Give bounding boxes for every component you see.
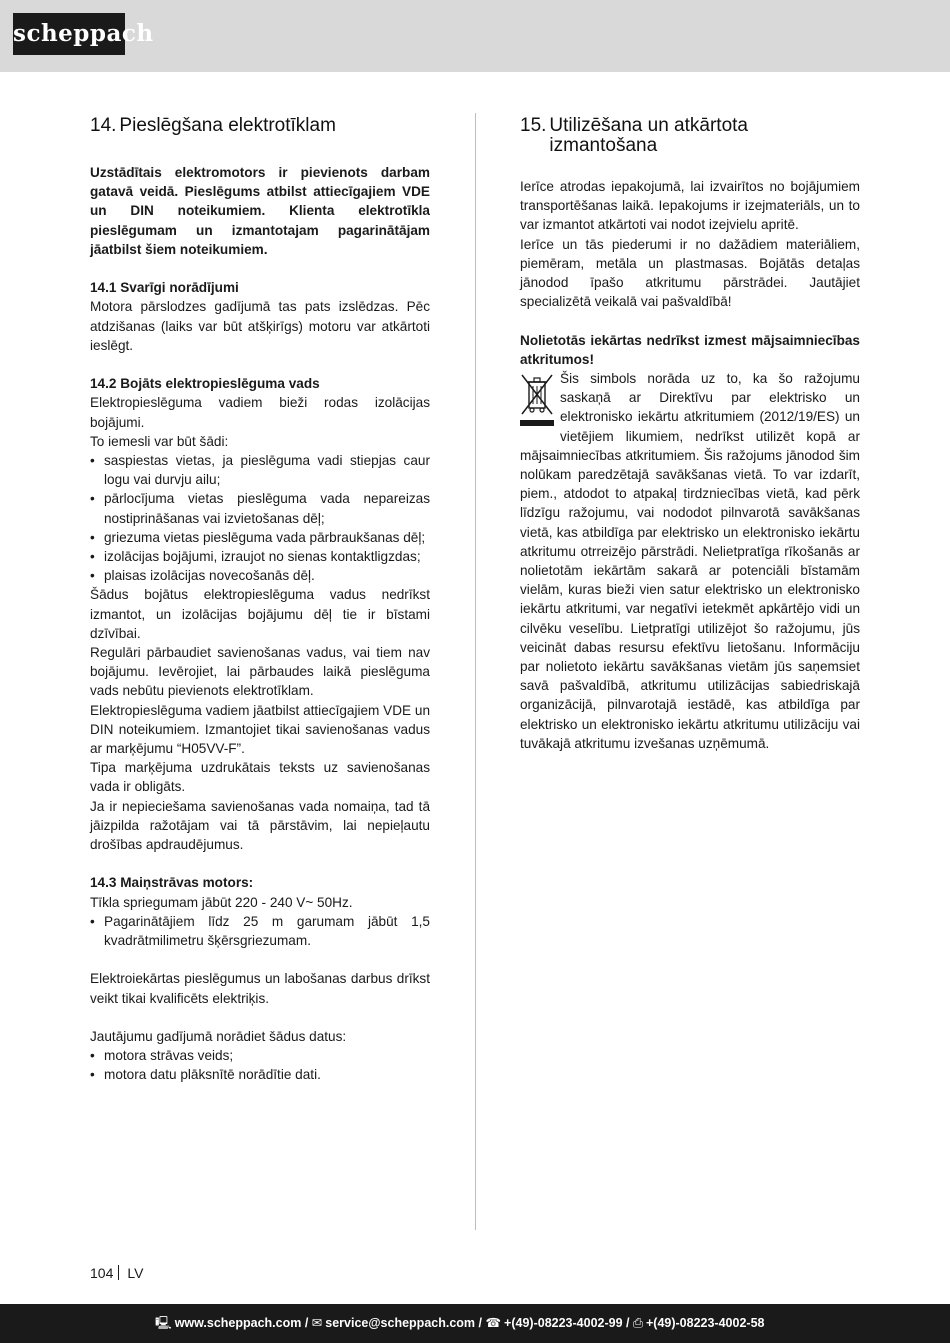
bullet-list (90, 451, 430, 585)
language-code: LV (127, 1265, 144, 1281)
subsection-title: 14.2 Bojāts elektropieslēguma vads (90, 376, 320, 392)
paragraph: Šādus bojātus elektropieslēguma vadus nedrīkst izmantot, un izolācijas bojājumu dēļ tie ir bīstami dzīvībai. (90, 587, 430, 641)
warning-title: Nolietotās iekārtas nedrīkst izmest mājsaimniecības atkritumos! (520, 332, 860, 367)
phone-icon: ☎ (485, 1316, 502, 1330)
section-number: 14. (90, 115, 117, 136)
paragraph: Tīkla spriegumam jābūt 220 - 240 V~ 50Hz. (90, 894, 353, 910)
section-14-heading (90, 116, 430, 136)
bullet-list (90, 912, 430, 950)
crossed-bin-icon (520, 373, 554, 427)
scheppach-logo[interactable]: scheppach (13, 13, 125, 55)
intro-paragraph: Uzstādītais elektromotors ir pievienots darbam gatavā veidā. Pieslēgums atbilst attiecīgajiem VDE un DIN noteikumiem. Klienta elektrotīkla pieslēgumam un izmantotajam pagarinātājam jāatbilst šiem noteikumiem. (90, 165, 430, 257)
page-number-value: 104 (90, 1265, 114, 1281)
right-column (520, 116, 860, 753)
paragraph: Elektroiekārtas pieslēgumus un labošanas darbus drīkst veikt tikai kvalificēts elektriķis. (90, 971, 430, 1006)
paragraph: Regulāri pārbaudiet savienošanas vadus, vai tiem nav bojājumu. Ievērojiet, lai pārbaudes laikā pieslēguma vads nebūtu pievienots elektrotīklam. (90, 645, 430, 699)
paragraph: Ja ir nepieciešama savienošanas vada nomaiņa, tad tā jāizpilda ražotājam vai tā pārstāvim, lai nepieļautu drošības apdraudējumus. (90, 798, 430, 853)
weee-paragraph: Šis simbols norāda uz to, ka šo ražojumu saskaņā ar Direktīvu par elektrisko un elektronisko iekārtu atkritumiem (2012/19/ES) un vietējiem likumiem, nedrīkst utilizēt kopā ar mājsaimniecības atkritumiem. Šis ražojums jānodod šim nolūkam paredzētajā savākšanas vietā. To var izdarīt, piem., atdodot to atpakaļ tirdzniecības vietā, kad pērk līdzīgu ražojumu, vai nododot pilnvarotā savākšanas vietā, kas atbildīga par elektrisko un elektronisko iekārtu atkritumu otrreizējo pārstrādi. Nelietpratīga rīkošanās ar nolietotām iekārtām sakarā ar potenciāli bīstamām vielām, kuras bieži vien satur elektrisko un elektronisko iekārtu atkritumi, var negatīvi ietekmēt apkārtējo vidi un cilvēku veselību. Lietpratīgi utilizējot šo ražojumu, jūs veicināt dabas resursu efektīvu lietošanu. Informāciju par nolietoto iekārtu savākšanas vietām jūs saņemsiet savā pašvaldībā, atkritumu utilizācijas sabiedriskajā organizācijā, pilnvarotajā iestādē, kas atbildīga par elektrisko un elektronisko iekārtu atkritumu utilizāciju vai tuvākajā atkritumu izvešanas uzņēmumā. (520, 371, 860, 751)
section-number: 15. (520, 115, 547, 136)
footer-band (0, 1304, 950, 1343)
header-band (0, 0, 950, 72)
column-divider (475, 113, 476, 1230)
paragraph: Tipa marķējuma uzdrukātais teksts uz savienošanas vada ir obligāts. (90, 760, 430, 795)
bullet-list (90, 1046, 430, 1084)
list-item: • plaisas izolācijas novecošanās dēļ. (90, 568, 315, 584)
paragraph: Ierīce un tās piederumi ir no dažādiem materiāliem, piemēram, metāla un plastmasas. Bojātās detaļas jānodod īpašo atkritumu pārstrādei. Jautājiet specializētā veikalā vai pašvaldībā! (520, 236, 860, 310)
paragraph: Elektropieslēguma vadiem bieži rodas izolācijas bojājumi. (90, 395, 430, 430)
paragraph: To iemesli var būt šādi: (90, 433, 229, 449)
list-item: • Pagarinātājiem līdz 25 m garumam jābūt 1,5 kvadrātmilimetru šķērsgriezumam. (90, 913, 430, 949)
list-item: • pārlocījuma vietas pieslēguma vada nepareizas nostiprināšanas vai izvietošanas dēļ; (90, 491, 430, 526)
subsection-title: 14.1 Svarīgi norādījumi (90, 280, 239, 296)
fax-number: +(49)-08223-4002-58 (645, 1316, 765, 1330)
section-15-heading (520, 116, 860, 156)
website-link[interactable]: www.scheppach.com / (174, 1316, 309, 1330)
mail-icon: ✉ (311, 1316, 323, 1330)
paragraph: Motora pārslodzes gadījumā tas pats izslēdzas. Pēc atdzišanas (laiks var būt atšķirīgs) motoru var atkārtoti ieslēgt. (90, 299, 430, 353)
page-number (90, 1264, 143, 1282)
phone-number: +(49)-08223-4002-99 / (504, 1316, 630, 1330)
email-link[interactable]: service@scheppach.com / (325, 1316, 482, 1330)
list-item: • griezuma vietas pieslēguma vada pārbraukšanas dēļ; (90, 529, 426, 545)
left-column (90, 116, 430, 1085)
paragraph: Jautājumu gadījumā norādiet šādus datus: (90, 1029, 347, 1045)
subsection-title: 14.3 Maiņstrāvas motors: (90, 875, 254, 891)
footer-contacts (155, 1304, 764, 1343)
section-title: Pieslēgšana elektrotīklam (119, 115, 336, 136)
paragraph: Elektropieslēguma vadiem jāatbilst attiecīgajiem VDE un DIN noteikumiem. Izmantojiet tikai savienošanas vadus ar marķējumu “H05VV-F”. (90, 702, 431, 757)
list-item: • motora datu plāksnītē norādītie dati. (90, 1067, 321, 1083)
fax-icon: ⎙ (632, 1316, 643, 1330)
paragraph: Ierīce atrodas iepakojumā, lai izvairītos no bojājumiem transportēšanas laikā. Iepakojums ir izejmateriāls, un to var izmantot atkārtoti vai nodot izejvielu apritē. (520, 179, 860, 233)
monitor-icon: 🖳 (155, 1316, 172, 1330)
list-item: • saspiestas vietas, ja pieslēguma vadi stiepjas caur logu vai durvju ailu; (90, 453, 430, 488)
list-item: • izolācijas bojājumi, izraujot no sienas kontaktligzdas; (90, 549, 421, 565)
separator (118, 1265, 119, 1280)
section-title: Utilizēšana un atkārtota izmantošana (549, 115, 748, 156)
list-item: • motora strāvas veids; (90, 1048, 234, 1064)
